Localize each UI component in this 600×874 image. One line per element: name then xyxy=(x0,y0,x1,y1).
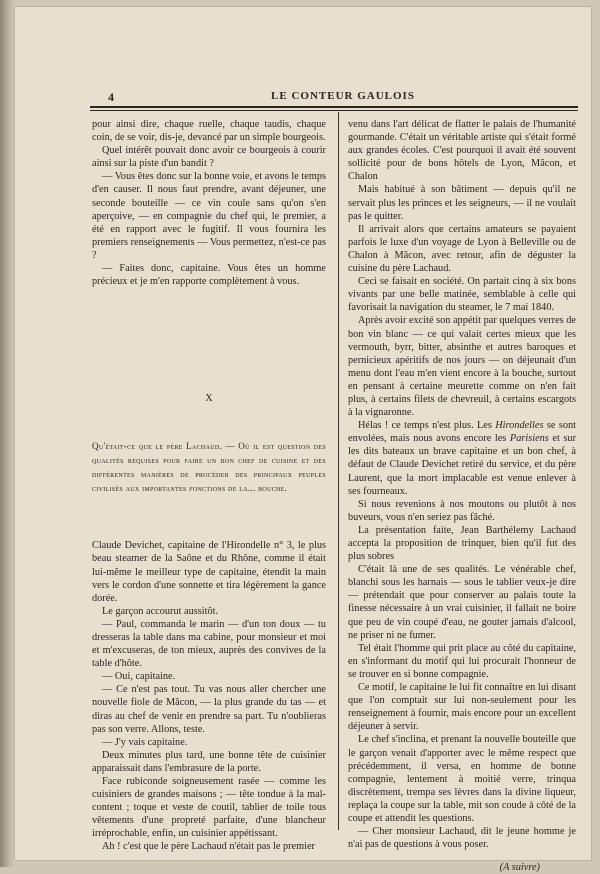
book-binding xyxy=(0,0,14,867)
paragraph: Ah ! c'est que le père Lachaud n'était pas le premier xyxy=(102,841,315,853)
boat-name-italic: Hirondelles xyxy=(495,420,544,432)
paragraph: Mais habitué à son bâtiment — depuis qu'il ne servait plus les princes et les seigneurs, — il ne voulait pas le quitter. xyxy=(348,184,576,222)
paragraph: Ceci se faisait en société. On partait cinq à six bons vivants par une belle matinée, semblable à celle qui favorisait la navigation du steamer, le 7 mai 1840. xyxy=(348,276,576,314)
chapter-summary: Qu'était-ce que le père Lachaud. — Où il est question des qualités requises pour faire un bon chef de cuisine et des différentes manières de procéder des principaux peuples civilisés aux importantes fonctions de la... bouche. xyxy=(92,441,326,494)
paragraph: Deux minutes plus tard, une bonne tête de cuisinier apparaissait dans l'embrasure de la porte. xyxy=(92,749,326,774)
paragraph: — Faites donc, capitaine. Vous êtes un homme précieux et je m'en rapporte complètement à vous. xyxy=(92,263,326,288)
text-run: Hélas ! ce temps n'est plus. Les xyxy=(358,420,496,432)
paragraph xyxy=(348,419,576,498)
paragraph: Quel intérêt pouvait donc avoir ce bourgeois à courir ainsi sur la piste d'un bandit ? xyxy=(92,145,326,170)
left-column xyxy=(92,118,326,854)
paragraph: C'était là une de ses qualités. Le vénérable chef, blanchi sous les harnais — sous le tablier veux-je dire — prétendait que pour conserver au palais toute la finesse nécessaire à un vrai cuisinier, il fallait ne boire que peu de vin coupé d'eau, ne gouter jamais d'alcool, ne priser ni ne fumer. xyxy=(348,564,576,641)
paragraph: — Ce n'est pas tout. Tu vas nous aller chercher une nouvelle fiole de Mâcon, — la plus grande du tas — et diras au chef de venir en prendre sa part. Tu n'oublieras pas son verre. Allons, teste. xyxy=(92,684,326,735)
paragraph: pour ainsi dire, chaque ruelle, chaque taudis, chaque coin, de se voir, dis-je, devancé par un simple bourgeois. xyxy=(92,119,326,144)
paragraph: Si nous revenions à nos moutons ou plutôt à nos buveurs, vous n'en seriez pas fâché. xyxy=(348,498,576,523)
paragraph: Face rubiconde soigneusement rasée — comme les cuisiniers de grandes maisons ; — tête tondue à la mal-content ; toque et veste de coutil, tablier de toile tous vêtements d'une propreté parfaite, d'une blancheur irréprochable, enfin, un cuisinier appétissant. xyxy=(92,776,326,840)
boat-name-italic: Parisiens xyxy=(509,433,549,445)
to-be-continued: (A suivre) xyxy=(499,862,540,874)
paragraph: Le chef s'inclina, et prenant la nouvelle bouteille que le garçon venait d'apporter avec le même respect que précédemment, il versa, en homme de bonne compagnie, lentement à moitié verre, trinqua discrètement, trempa ses lèvres dans la divine liqueur, replaça la coupe sur la table, mit son coude à côté de la coupe et attendit les questions. xyxy=(348,734,576,824)
running-title: LE CONTEUR GAULOIS xyxy=(271,90,415,102)
paragraph: Le garçon accourut aussitôt. xyxy=(102,605,219,617)
paragraph: Après avoir excité son appétit par quelques verres de bon vin blanc — ce qui valait certes mieux que les vermouth, byrr, bitter, absinthe et autres baroques et pernicieux apéritifs de nos jours — on déjeunait d'un menu dont l'eau m'en vient encore à la bouche, surtout en pensant à certaine meurette comme on n'en fait plus, à certains filets de chevreuil, à certains escargots à la vignaronne. xyxy=(348,315,576,419)
text-run: et sur les dits bateaux un brave capitaine et un bon chef, à défaut de Claude Devichet retiré du service, et du père Laurent, que la mort implacable est venue enlever à ses fourneaux. xyxy=(348,433,576,497)
header-rule xyxy=(90,106,578,111)
paragraph: — Vous êtes donc sur la bonne voie, et avons le temps d'en causer. Il nous faut prendre, avant déjeuner, une seconde bouteille — ce vin coule sans qu'on s'en aperçoive, — en compagnie du chef qui, le premier, a été en rapport avec le fugitif. Il vous fournira les premiers renseignements — Vous permettez, n'est-ce pas ? xyxy=(92,171,326,261)
paragraph: Claude Devichet, capitaine de l'Hirondelle n° 3, le plus beau steamer de la Saône et du Rhône, comme il était lui-même le meilleur type de capitaine, étendit la main vers le cordon d'une sonnette et tira légèrement la gance dorée. xyxy=(92,540,326,604)
paragraph: Il arrivait alors que certains amateurs se payaient parfois le luxe d'un voyage de Lyon à Belleville ou de Chalon à Mâcon, avec retour, afin de déguster la cuisine du père Lachaud. xyxy=(348,223,576,275)
paragraph: venu dans l'art délicat de flatter le palais de l'humanité gourmande. C'était un véritable artiste qui s'était formé aux grandes écoles. C'est pourquoi il avait été souvent sollicité pour de bons hôtels de Lyon, Mâcon, et Chalon xyxy=(348,119,576,183)
paragraph: Ce motif, le capitaine le lui fit connaître en lui disant que l'on comptait sur lui non-seulement pour les renseignement à fournir, mais encore pour un excellent déjeuner à servir. xyxy=(348,682,576,733)
paragraph: La présentation faite, Jean Barthélemy Lachaud accepta la proposition de trinquer, bien qu'il fut des plus sobres xyxy=(348,524,576,563)
right-column xyxy=(348,118,576,874)
paragraph: — Cher monsieur Lachaud, dit le jeune homme je n'ai pas de questions à vous poser. xyxy=(348,826,576,851)
paragraph: — J'y vais capitaine. xyxy=(102,736,188,748)
column-divider xyxy=(338,112,339,830)
paragraph: — Paul, commanda le marin — d'un ton doux — tu dresseras la table dans ma cabine, pour monsieur et moi et m'excuseras, de ton mieux, auprès des convives de la table d'hôte. xyxy=(92,618,326,670)
paragraph: Tel était l'homme qui prit place au côté du capitaine, en s'informant du motif qui lui procurait l'honneur de se trouver en si bonne compagnie. xyxy=(348,642,576,680)
text-run: se sont envolées, mais nous avons encore les xyxy=(348,420,576,445)
page-number: 4 xyxy=(108,90,114,104)
section-number: X xyxy=(205,393,213,405)
paragraph: — Oui, capitaine. xyxy=(102,671,176,683)
